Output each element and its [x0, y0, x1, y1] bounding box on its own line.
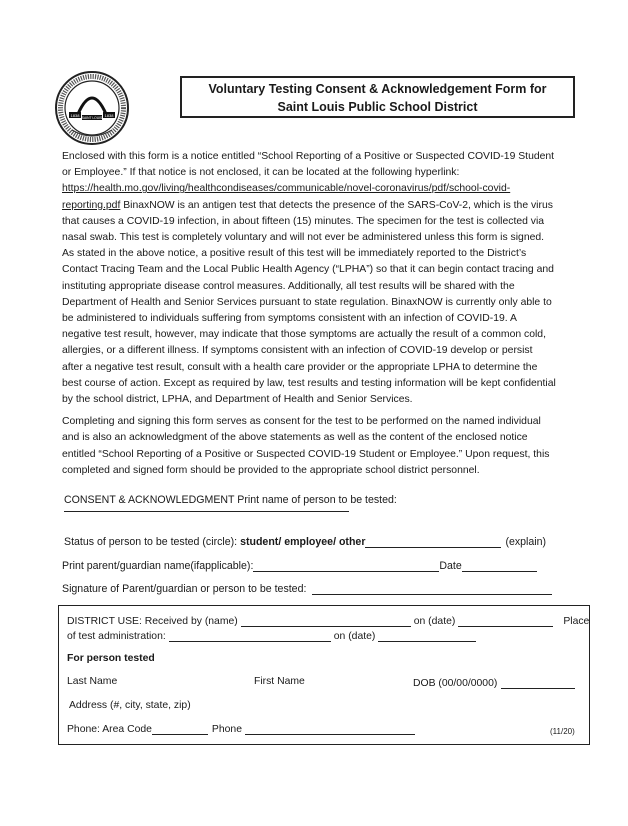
administration-date-field[interactable] — [378, 629, 476, 642]
tested-name-field[interactable] — [64, 511, 349, 512]
administration-row: of test administration: on (date) — [67, 629, 476, 642]
status-options[interactable]: student/ employee/ other — [240, 536, 366, 548]
seal-right-year: 1838 — [104, 113, 114, 118]
phone-row: Phone: Area Code Phone — [67, 722, 415, 735]
signature-row: Signature of Parent/guardian or person to be tested: — [62, 582, 552, 595]
consent-heading: CONSENT & ACKNOWLEDGMENT Print name of person to be tested: — [64, 494, 397, 506]
form-title-line2: Saint Louis Public School District — [277, 100, 478, 114]
notice-hyperlink[interactable]: https://health.mo.gov/living/healthcondiseases/communicable/novel-coronavirus/pdf/school-covid-reporting.pdf — [62, 183, 511, 211]
seal-center-text: SAINT LOUIS — [81, 116, 103, 120]
parent-date-field[interactable] — [462, 559, 537, 572]
received-row: DISTRICT USE: Received by (name) on (date) Place — [67, 616, 590, 627]
parent-row: Print parent/guardian name(ifapplicable): Date — [62, 559, 537, 572]
form-title-line1: Voluntary Testing Consent & Acknowledgement Form for — [208, 82, 547, 96]
status-row: Status of person to be tested (circle): student/ employee/ other (explain) — [64, 536, 547, 548]
notice-paragraph-2: Completing and signing this form serves as consent for the test to be performed on the named individual and is also an acknowledgment of the above statements as well as the content of the enclosed notice entitled “School Reporting of a Positive or Suspected COVID-19 Student or Employee.” Upon request, this completed and signed form should be provided to the appropriate school district personnel. — [62, 416, 550, 476]
place-field[interactable] — [169, 629, 331, 642]
district-use-box — [58, 605, 590, 745]
address-label: Address (#, city, state, zip) — [69, 700, 191, 711]
parent-name-field[interactable] — [253, 559, 439, 572]
dob-row: DOB (00/00/0000) — [413, 676, 575, 689]
signature-field[interactable] — [312, 582, 552, 595]
notice-paragraph-1: Enclosed with this form is a notice entitled “School Reporting of a Positive or Suspected COVID-19 Student or Employee.” If that notice is not enclosed, it can be located at the following hyperlink: https://health.mo.gov/living/healthcondiseases/communicable/novel-coronavirus/pdf/school-covid-reporting.pdf BinaxNOW is an antigen test that detects the presence of the SARS-CoV-2, which is the virus that causes a COVID-19 infection, in about fifteen (15) minutes. The specimen for the test is collected via nasal swab. This test is completely voluntary and will not ever be administered unless this form is signed. As stated in the above notice, a positive result of this test will be immediately reported to the District’s Contact Tracing Team and the Local Public Health Agency (“LPHA”) so that it can begin contact tracing and instituting appropriate disease control measures. Additionally, all test results will be shared with the Department of Health and Senior Services pursuant to state regulation. BinaxNOW is currently only able to be administered to individuals suffering from symptoms consistent with an infection of COVID-19. A negative test result, however, may indicate that those symptoms are actually the result of a common cold, allergies, or a different illness. If symptoms consistent with an infection of COVID-19 develop or persist after a negative test result, consult with a health care provider or the appropriate LPHA to determine the best course of action. Except as required by law, test results and testing information will be kept confidential by the school district, LPHA, and Department of Health and Senior Services. — [62, 151, 556, 406]
notice-body — [62, 149, 556, 485]
seal-left-year: 1838 — [70, 113, 80, 118]
received-date-field[interactable] — [458, 614, 553, 627]
area-code-field[interactable] — [152, 722, 208, 735]
form-title-box — [180, 76, 575, 118]
phone-field[interactable] — [245, 722, 415, 735]
received-by-field[interactable] — [241, 614, 411, 627]
dob-field[interactable] — [501, 676, 575, 689]
person-tested-heading: For person tested — [67, 653, 155, 664]
first-name-label: First Name — [254, 676, 305, 687]
form-revision-code: (11/20) — [550, 727, 575, 736]
last-name-label: Last Name — [67, 676, 118, 687]
status-explain-field[interactable] — [365, 535, 501, 548]
district-seal — [54, 70, 130, 146]
